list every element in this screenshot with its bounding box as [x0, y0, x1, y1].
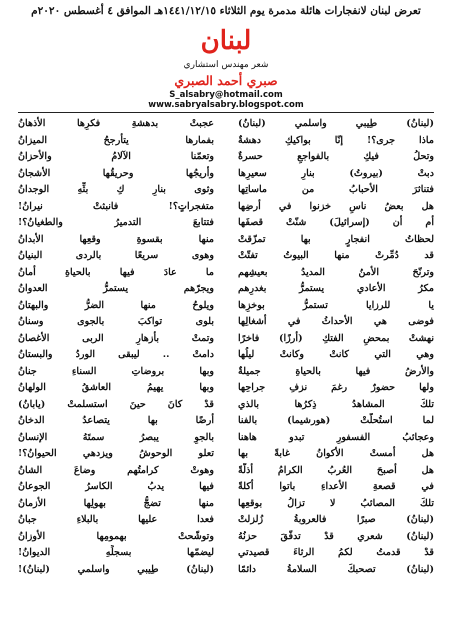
- verse-second-hemistich: بلوى تواكبَ بالجوى وسنانُ: [18, 316, 214, 327]
- verse-line: [18, 232, 434, 249]
- verse-first-hemistich: فتناثرَ الأحبابُ من ماساتِها: [238, 184, 434, 195]
- poem-body: [18, 116, 434, 578]
- verse-second-hemistich: ليضمّها بسجلِّهِ الديوانُ!: [18, 547, 214, 558]
- verse-line: [18, 413, 434, 430]
- verse-second-hemistich: وتوشّحتْ بهمومِها الأوزانُ: [18, 530, 214, 542]
- verse-second-hemistich: قدْ كانَ حينَ استسلمتْ (يابانُ): [18, 398, 214, 410]
- verse-line: [18, 281, 434, 298]
- verse-line: [18, 463, 434, 480]
- verse-second-hemistich: فيها يدبُ الكاسرُ الجوعانُ: [18, 481, 214, 492]
- verse-first-hemistich: والأرضُ فيها بالحياةِ جميلةٌ: [238, 365, 434, 377]
- verse-first-hemistich: قد دُمِّرتْ منها البيوتُ تفتّتْ: [238, 250, 434, 261]
- verse-second-hemistich: وهوتْ كرامتُهم وضاعَ الشانُ: [18, 464, 214, 476]
- verse-second-hemistich: دامتْ .. ليبقى الوردُ والبستانُ: [18, 349, 214, 360]
- verse-line: [18, 248, 434, 265]
- verse-first-hemistich: مكرُ الأعادي يستمرُّ بغدرِهم: [238, 283, 434, 294]
- verse-second-hemistich: ويلوحُ منها الضرُّ والبهتانُ: [18, 299, 214, 311]
- verse-second-hemistich: منها بقسوةِ وقعِها الأبدانُ: [18, 233, 214, 245]
- verse-first-hemistich: ماذا جرى؟! إنّا بواكيكِ دهشةٌ: [238, 134, 434, 146]
- verse-first-hemistich: قدْ قدمتُ لكمُ الرثاءَ قصيدتي: [238, 547, 434, 558]
- verse-second-hemistich: تعلو الوحوشُ ويزدهي الحيوانُ؟!: [18, 448, 214, 459]
- verse-second-hemistich: ويجرّهم يستمرُّ العدوانُ: [18, 283, 214, 294]
- verse-first-hemistich: وترنّحَ الأمنُ المديدُ بعيشِهم: [238, 266, 434, 278]
- verse-line: [18, 364, 434, 381]
- verse-first-hemistich: (لبنانُ) طِيبي واسلمي (لبنانُ): [238, 118, 434, 129]
- verse-first-hemistich: لحظاتُ انفجارٍ بها تمزّقتْ: [238, 233, 434, 245]
- verse-second-hemistich: وثوى بنارِ كِ بثِّهِ الوجدانُ: [18, 184, 214, 195]
- verse-second-hemistich: وتعمّنا الآلامُ والأحزانُ: [18, 151, 214, 162]
- verse-line: [18, 314, 434, 331]
- verse-line: [18, 331, 434, 348]
- verse-line: [18, 265, 434, 282]
- verse-line: [18, 182, 434, 199]
- poet-description: شعر مهندس استشاري: [183, 60, 269, 70]
- header-divider: [18, 112, 434, 113]
- verse-second-hemistich: وأريجُها وحريقُها الأشجانُ: [18, 167, 214, 179]
- verse-line: [18, 397, 434, 414]
- verse-line: [18, 545, 434, 562]
- verse-first-hemistich: (لبنانُ) صبرًا فالعروبةُ زُلزلتْ: [238, 514, 434, 525]
- verse-first-hemistich: في قصعةِ الأعداءِ باتوا أكلةً: [238, 481, 434, 492]
- verse-second-hemistich: أرضًا بها يتصاعدُ الدخانُ: [18, 415, 214, 426]
- verse-line: [18, 166, 434, 183]
- verse-line: [18, 380, 434, 397]
- verse-second-hemistich: وبها يهيمُ العاشقُ الولهانُ: [18, 382, 214, 393]
- verse-line: [18, 347, 434, 364]
- verse-first-hemistich: وهي التي كانتْ وكانتْ ليلُها: [238, 349, 434, 360]
- verse-first-hemistich: (لبنانُ) شعري قدْ تدفّقَ حزنُهُ: [238, 530, 434, 542]
- author-email: S_alsabry@hotmail.com: [169, 90, 283, 100]
- verse-second-hemistich: عجبتْ بدهشةِ فكرِها الأذهانُ: [18, 118, 214, 129]
- verse-line: [18, 512, 434, 529]
- verse-first-hemistich: ولها حضورٌ رغمَ نزفِ جراحِها: [238, 382, 434, 393]
- verse-second-hemistich: ما عادَ فيها بالحياةِ أمانُ: [18, 266, 214, 278]
- verse-second-hemistich: متفجراتٍ؟! فانبثتْ نيرانُ!: [18, 200, 214, 212]
- verse-second-hemistich: وبها بروضاتِ السناءِ جنانُ: [18, 365, 214, 377]
- poem-title: لبنان: [200, 26, 252, 56]
- verse-first-hemistich: نهشتْ بمحضِ الفتكِ (أرزًا) فاخرًا: [238, 332, 434, 344]
- verse-second-hemistich: فتتابعَ التدميرُ والطغيانُ؟!: [18, 217, 214, 228]
- verse-second-hemistich: فعدا عليها بالبلاءِ جبانُ: [18, 514, 214, 525]
- verse-line: [18, 133, 434, 150]
- verse-first-hemistich: تلكَ المصائبُ لا تزالُ بوقعِها: [238, 497, 434, 509]
- author-website: www.sabryalsabry.blogspot.com: [148, 100, 304, 110]
- verse-first-hemistich: أم أن (إسرائيلَ) شنّتْ قصفَها: [238, 217, 434, 228]
- verse-first-hemistich: دبتْ (بيروتُ) بنارِ سعيرِها: [238, 167, 434, 179]
- verse-line: [18, 479, 434, 496]
- verse-line: [18, 529, 434, 546]
- verse-first-hemistich: فوضى هي الأحداثُ في أشغالِها: [238, 316, 434, 327]
- verse-line: [18, 298, 434, 315]
- verse-line: [18, 562, 434, 579]
- author-name: صبري أحمد الصبري: [174, 73, 278, 88]
- verse-first-hemistich: هل بعضُ ناسِ خزنوا في أرضِها: [238, 200, 434, 212]
- verse-second-hemistich: بالجوِ يبصرُ سمتَهُ الإنسانُ: [18, 431, 214, 443]
- verse-second-hemistich: منها تضجُّ بهولِها الأزمانُ: [18, 497, 214, 509]
- verse-line: [18, 199, 434, 216]
- verse-line: [18, 116, 434, 133]
- verse-first-hemistich: وتحلُ فيكِ بالفواجعِ حسرةٌ: [238, 151, 434, 162]
- verse-first-hemistich: (لبنانُ) تصحبكَ السلامةُ دائمًا: [238, 563, 434, 575]
- verse-first-hemistich: وعجائبُ الفسفورِ تبدو هاهنا: [238, 431, 434, 443]
- verse-line: [18, 149, 434, 166]
- verse-line: [18, 215, 434, 232]
- verse-second-hemistich: وتمتْ بأزهارِ الربى الأغصانُ: [18, 332, 214, 344]
- verse-second-hemistich: وهوى سريعًا بالردى البنيانُ: [18, 250, 214, 261]
- verse-second-hemistich: بفمارها يتأرجحُ الميزانُ: [18, 134, 214, 146]
- verse-first-hemistich: يا للرزايا تستمرُّ بوخزِها: [238, 299, 434, 311]
- verse-line: [18, 430, 434, 447]
- verse-line: [18, 496, 434, 513]
- verse-first-hemistich: هل أمستْ الأكوانُ غابةً بها: [238, 448, 434, 459]
- verse-first-hemistich: هل أصبحَ العُربُ الكرامُ أذلّةً: [238, 464, 434, 476]
- news-headline: تعرض لبنان لانفجارات هائلة مدمرة يوم الثلاثاء ١٤٤١/١٢/١٥هـ الموافق ٤ أغسطس ٢٠٢٠م: [31, 5, 421, 17]
- verse-second-hemistich: (لبنانُ) طِيبي واسلمي (لبنانُ)!: [18, 563, 214, 575]
- verse-first-hemistich: تلكَ المشاهدُ ذِكرُها بالذي: [238, 398, 434, 410]
- verse-line: [18, 446, 434, 463]
- verse-first-hemistich: لما استُحلّتْ (هورشيما) بالفنا: [238, 415, 434, 426]
